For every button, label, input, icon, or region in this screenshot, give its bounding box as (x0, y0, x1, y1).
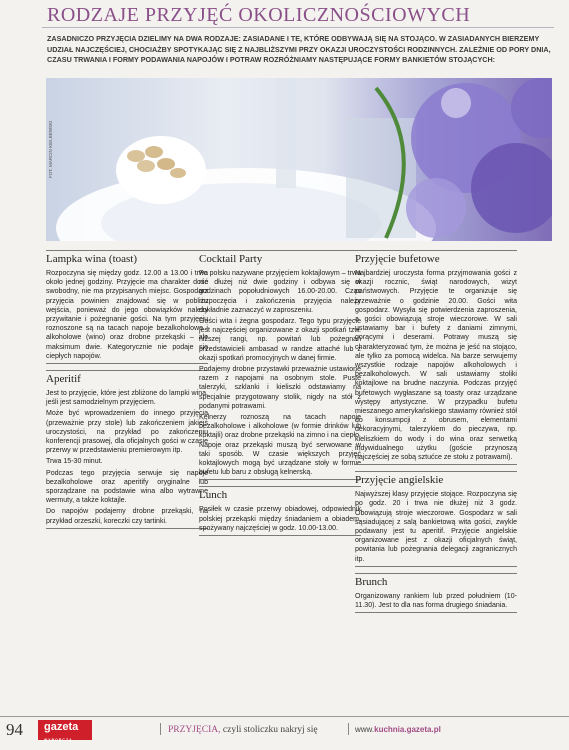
section-lampka-wina (46, 250, 208, 364)
section-title: Przyjęcie bufetowe (355, 253, 440, 265)
intro-paragraph: ZASADNICZO PRZYJĘCIA DZIELIMY NA DWA RODZAJE: ZASIADANE I TE, KTÓRE ODBYWAJĄ SIĘ NA STOJĄCO. W ZASIADANYCH BIERZEMY UDZIAŁ NAJCZĘŚCIEJ, CHOCIAŻBY SPOTYKAJĄC SIĘ Z NAJBLIŻSZYMI PRZY OKAZJI UROCZYSTOŚCI RODZINNYCH. ZALEŻNIE OD PORY DNIA, CZASU TRWANIA I FORMY PODAWANIA NAPOJÓW I POTRAW ROZRÓŻNIAMY NASTĘPUJĄCE FORMY BANKIETÓW STOJĄCYCH: (47, 34, 551, 65)
section-title: Lunch (199, 489, 228, 502)
photo-illustration (46, 78, 552, 241)
photo-credit: FOT. MARCIN KIELBEWSKI (48, 120, 53, 178)
column-left (46, 250, 208, 535)
section-aperitif (46, 370, 208, 529)
column-middle (199, 250, 361, 542)
section-body: Gości wita i żegna gospodarz. Tego typu przyjęcie jest najczęściej organizowane z okazji spotkań tzw. niższej rangi, np. powitań lub pożegnań przedstawicieli ambasad w randze attaché lub z okazji spotkań promocyjnych w danej firmie. (199, 318, 361, 362)
logo-subtext: WYBORCZA (44, 738, 73, 742)
section-body: Najbardziej uroczysta forma przyjmowania gości z okazji rocznic, świąt narodowych, wizyt państwowych. Przyjęcie te organizuje się przeważnie o godzinie 20.00. Gości wita gospodarz. Wysyła się potwierdzenia zaproszenia, a gości obowiązują stroje wieczorowe. W sali ustawiamy bar i bufety z daniami zimnymi, gorącymi i deserami. Potrawy muszą się charakteryzować tym, że można je jeść na stojąco, ale tylko za pomocą widelca. Na barze serwujemy wszystkie rodzaje napojów alkoholowych i bezalkoholowych. W sali ustawiamy stoliki koktajlowe na brudne naczynia. Podczas przyjęć bufetowych wygłaszane są toasty oraz urządzane występy artystyczne. W przypadku bufetu mieszanego amerykańskiego stawiamy również stół do konsumpcji z obrusem, elementami dekoracyjnymi, talerzykiem do pieczywa, np. kieliszkiem do wody i do wina oraz serwetką indywidualnego użytku (goście przynoszą najczęściej ze sobą sztućce ze stołu z potrawami). (355, 270, 517, 462)
section-body: Jest to przyjęcie, które jest zbliżone do lampki wina, jeśli jest samodzielnym przyjęciem. (46, 390, 208, 407)
section-title: Lampka wina (toast) (46, 253, 138, 265)
title-divider (42, 27, 554, 28)
section-body: Organizowany rankiem lub przed południem (10-11.30). Jest to dla nas forma drugiego śniadania. (355, 592, 517, 610)
section-cocktail-party (199, 250, 361, 480)
table-setting-photo (46, 78, 552, 241)
section-title: Brunch (355, 575, 388, 588)
footer-divider (0, 716, 569, 717)
section-brunch (355, 573, 517, 613)
section-body: Może być wprowadzeniem do innego przyjęcia (przeważnie przy stole) lub zakończeniem jakiejś uroczystości, na przykład po zakończeniu konferencji prasowej, dla oficjalnych gości w czasie przerwy w przedstawieniu premierowym itp. (46, 410, 208, 455)
section-body: Podczas tego przyjęcia serwuje się napoje bezalkoholowe oraz aperitify oryginalne lub sporządzane na podstawie wina albo wytrawne wermuty, a także koktajle. (46, 469, 208, 505)
web-domain: kuchnia.gazeta.pl (374, 725, 441, 734)
section-body: Posiłek w czasie przerwy obiadowej, odpowiednik polskiej przekąski między śniadaniem a obiadem, spożywany najczęściej w godz. 10.00-13.00. (199, 506, 361, 532)
footer-tagline (168, 725, 318, 735)
section-przyjecie-angielskie (355, 471, 517, 567)
footer-separator (348, 723, 349, 735)
section-title: Cocktail Party (199, 253, 263, 265)
section-przyjecie-bufetowe (355, 250, 517, 465)
section-body: Podajemy drobne przystawki przeważnie ustawione razem z napojami na osobnym stole. Puste talerzyki, szklanki i kieliszki odstawiamy na specjalnie przygotowany stolik, nigdy na stół z podanymi potrawami. (199, 366, 361, 410)
gazeta-logo (38, 720, 92, 740)
section-title: Aperitif (46, 373, 81, 386)
section-body: Najwyższej klasy przyjęcie stojące. Rozpoczyna się po godz. 20 i trwa nie dłużej niż 3 godz. Obowiązują stroje wieczorowe. Gospodarz w sali sąsiadującej z salą bankietową wita gości, zwykle podawany jest tu aperitif. Przyjęcie angielskie organizowane jest z okazji oficjalnych świąt, powitania lub pożegnania delegacji zagranicznych itp. (355, 491, 517, 563)
section-title: Przyjęcie angielskie (355, 474, 444, 487)
section-body: Rozpoczyna się między godz. 12.00 a 13.00 i trwa około jednej godziny. Przyjęcie ma charakter dość swobodny, nie ma przypisanych miejsc. Gospodarz przyjęcia powinien znajdować się w pobliżu wejścia, ponieważ do jego obowiązków należy przywitanie i pożegnanie gości. Na tym przyjęciu roznoszone są na tacach napoje bezalkoholowe i alkoholowe (wino) oraz drobne przekąski – ale maksimum dwie. Kategorycznie nie podaje się ciepłych napojów. (46, 270, 208, 360)
web-prefix: www. (355, 725, 375, 734)
logo-text: gazeta (44, 721, 79, 733)
section-body: Kelnerzy roznoszą na tacach napoje bezalkoholowe i alkoholowe (w formie drinków lub koktajli) oraz drobne przekąski na zimno i na ciepło. Napoje oraz przekąski muszą być serwowane w taki sposób. W czasie większych przyjęć koktajlowych mogą być urządzane stoły w formie bufetu lub baru z obsługą kelnerską. (199, 414, 361, 477)
column-right (355, 250, 517, 619)
footer-separator (160, 723, 161, 735)
tagline-main: PRZYJĘCIA, (168, 725, 221, 735)
section-body: Po polsku nazywane przyjęciem koktajlowym – trwa nie dłużej niż dwie godziny i odbywa się w godzinach popołudniowych 16.00-20.00. Czas rozpoczęcia i zakończenia przyjęcia należy dokładnie zaznaczyć w zaproszeniu. (199, 270, 361, 314)
section-lunch (199, 486, 361, 536)
page-title: RODZAJE PRZYJĘĆ OKOLICZNOŚCIOWYCH (47, 4, 471, 26)
section-body: Trwa 15-30 minut. (46, 458, 103, 466)
footer-web-address[interactable] (355, 725, 441, 734)
tagline-rest: czyli stoliczku nakryj się (220, 725, 318, 735)
page-number: 94 (6, 720, 23, 739)
section-body: Do napojów podajemy drobne przekąski, na przykład orzeszki, koreczki czy tartinki. (46, 508, 208, 525)
